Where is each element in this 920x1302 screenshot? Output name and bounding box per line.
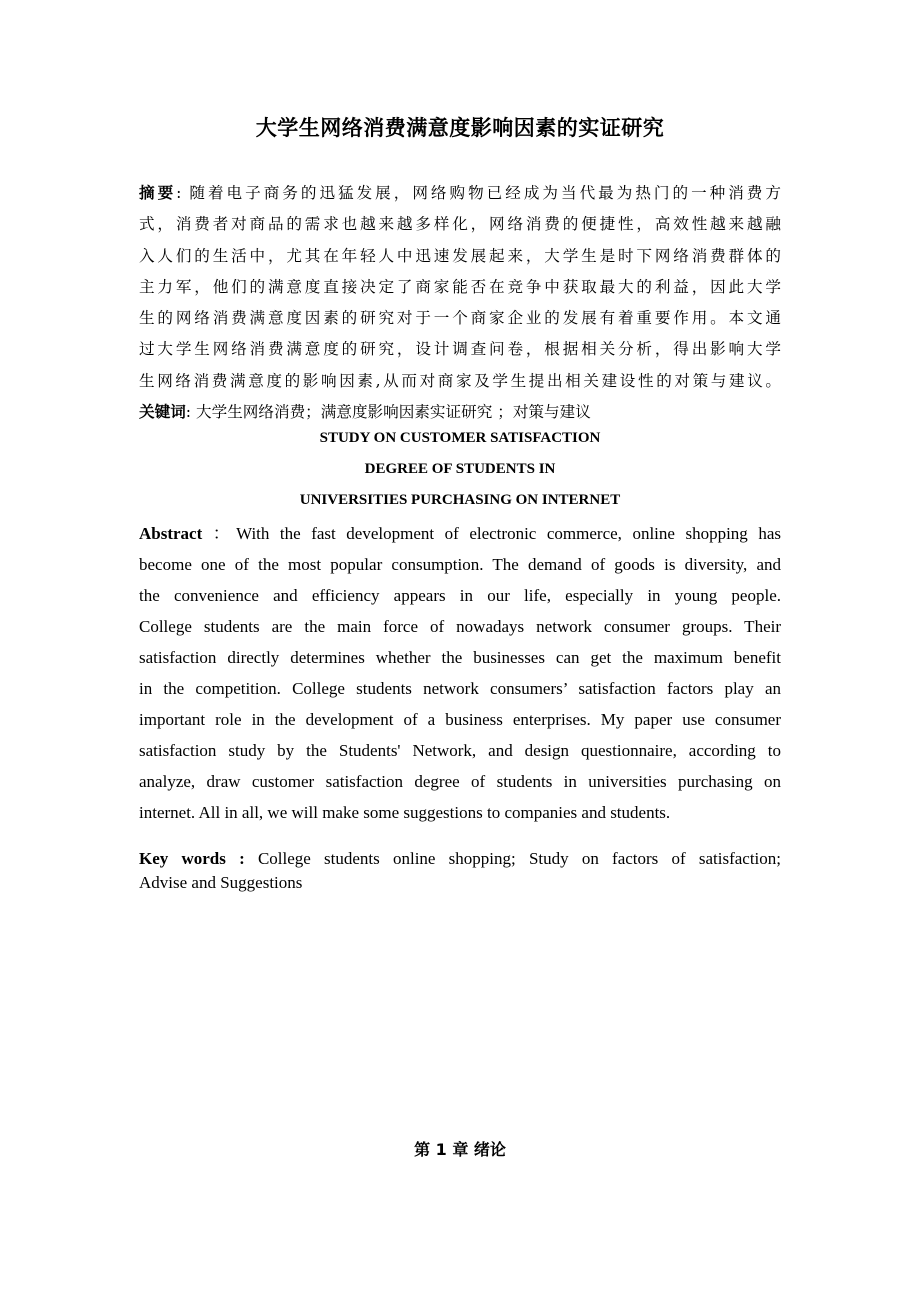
english-abstract-line: analyze, draw customer satisfaction degree of students in universities purchasing on	[139, 772, 781, 791]
english-abstract-line: internet. All in all, we will make some suggestions to companies and students.	[139, 803, 671, 822]
english-abstract-text: ：With the fast development of electronic commerce, online shopping has	[202, 524, 781, 543]
english-title-line-3: UNIVERSITIES PURCHASING ON INTERNET	[299, 492, 621, 508]
paper-title: 大学生网络消费满意度影响因素的实证研究	[255, 116, 665, 140]
english-keywords-line: Advise and Suggestions	[139, 873, 303, 892]
abstract-label: 摘要	[139, 184, 177, 202]
english-abstract-line: important role in the development of a business enterprises. My paper use consumer	[139, 710, 781, 729]
chinese-keywords	[139, 397, 781, 428]
chinese-abstract-line: 过大学生网络消费满意度的研究，设计调查问卷，根据相关分析，得出影响大学	[139, 340, 781, 359]
chinese-abstract	[139, 178, 781, 428]
english-abstract-line	[139, 518, 781, 549]
english-abstract-line: satisfaction directly determines whether the businesses can get the maximum benefit	[139, 648, 781, 667]
abstract-text: : 随着电子商务的迅猛发展，网络购物已经成为当代最为热门的一种消费方	[176, 184, 781, 202]
english-abstract-line: in the competition. College students network consumers’ satisfaction factors play an	[139, 679, 781, 698]
english-title-line-1: STUDY ON CUSTOMER SATISFACTION	[319, 430, 601, 446]
keywords-text: : 大学生网络消费；满意度影响因素实证研究 ；对策与建议	[185, 403, 591, 422]
english-keywords-label: Key words :	[139, 849, 245, 868]
chinese-abstract-line: 主力军，他们的满意度直接决定了商家能否在竞争中获取最大的利益，因此大学	[139, 277, 781, 296]
keywords-label: 关键词	[139, 403, 186, 422]
english-abstract-line: satisfaction study by the Students' Network, and design questionnaire, according to	[139, 741, 781, 760]
english-keywords-text: College students online shopping; Study on factors of satisfaction;	[244, 849, 782, 868]
chinese-abstract-line: 入人们的生活中，尤其在年轻人中迅速发展起来，大学生是时下网络消费群体的	[139, 246, 781, 265]
english-abstract	[139, 518, 781, 828]
english-keywords	[139, 847, 781, 895]
english-keywords-line	[139, 847, 781, 871]
chinese-abstract-line: 生的网络消费满意度因素的研究对于一个商家企业的发展有着重要作用。本文通	[139, 309, 781, 328]
chinese-abstract-line: 生网络消费满意度的影响因素,从而对商家及学生提出相关建设性的对策与建议。	[139, 371, 781, 390]
chapter-heading: 第 1 章 绪论	[414, 1140, 506, 1159]
chinese-abstract-line: 式，消费者对商品的需求也越来越多样化，网络消费的便捷性，高效性越来越融	[139, 215, 781, 234]
english-abstract-label: Abstract	[139, 524, 203, 543]
english-abstract-line: the convenience and efficiency appears in our life, especially in young people.	[139, 586, 781, 605]
english-abstract-line: College students are the main force of nowadays network consumer groups. Their	[139, 617, 781, 636]
english-abstract-line: become one of the most popular consumption. The demand of goods is diversity, and	[139, 555, 781, 574]
english-title-line-2: DEGREE OF STUDENTS IN	[364, 461, 556, 477]
chinese-abstract-line	[139, 178, 781, 209]
